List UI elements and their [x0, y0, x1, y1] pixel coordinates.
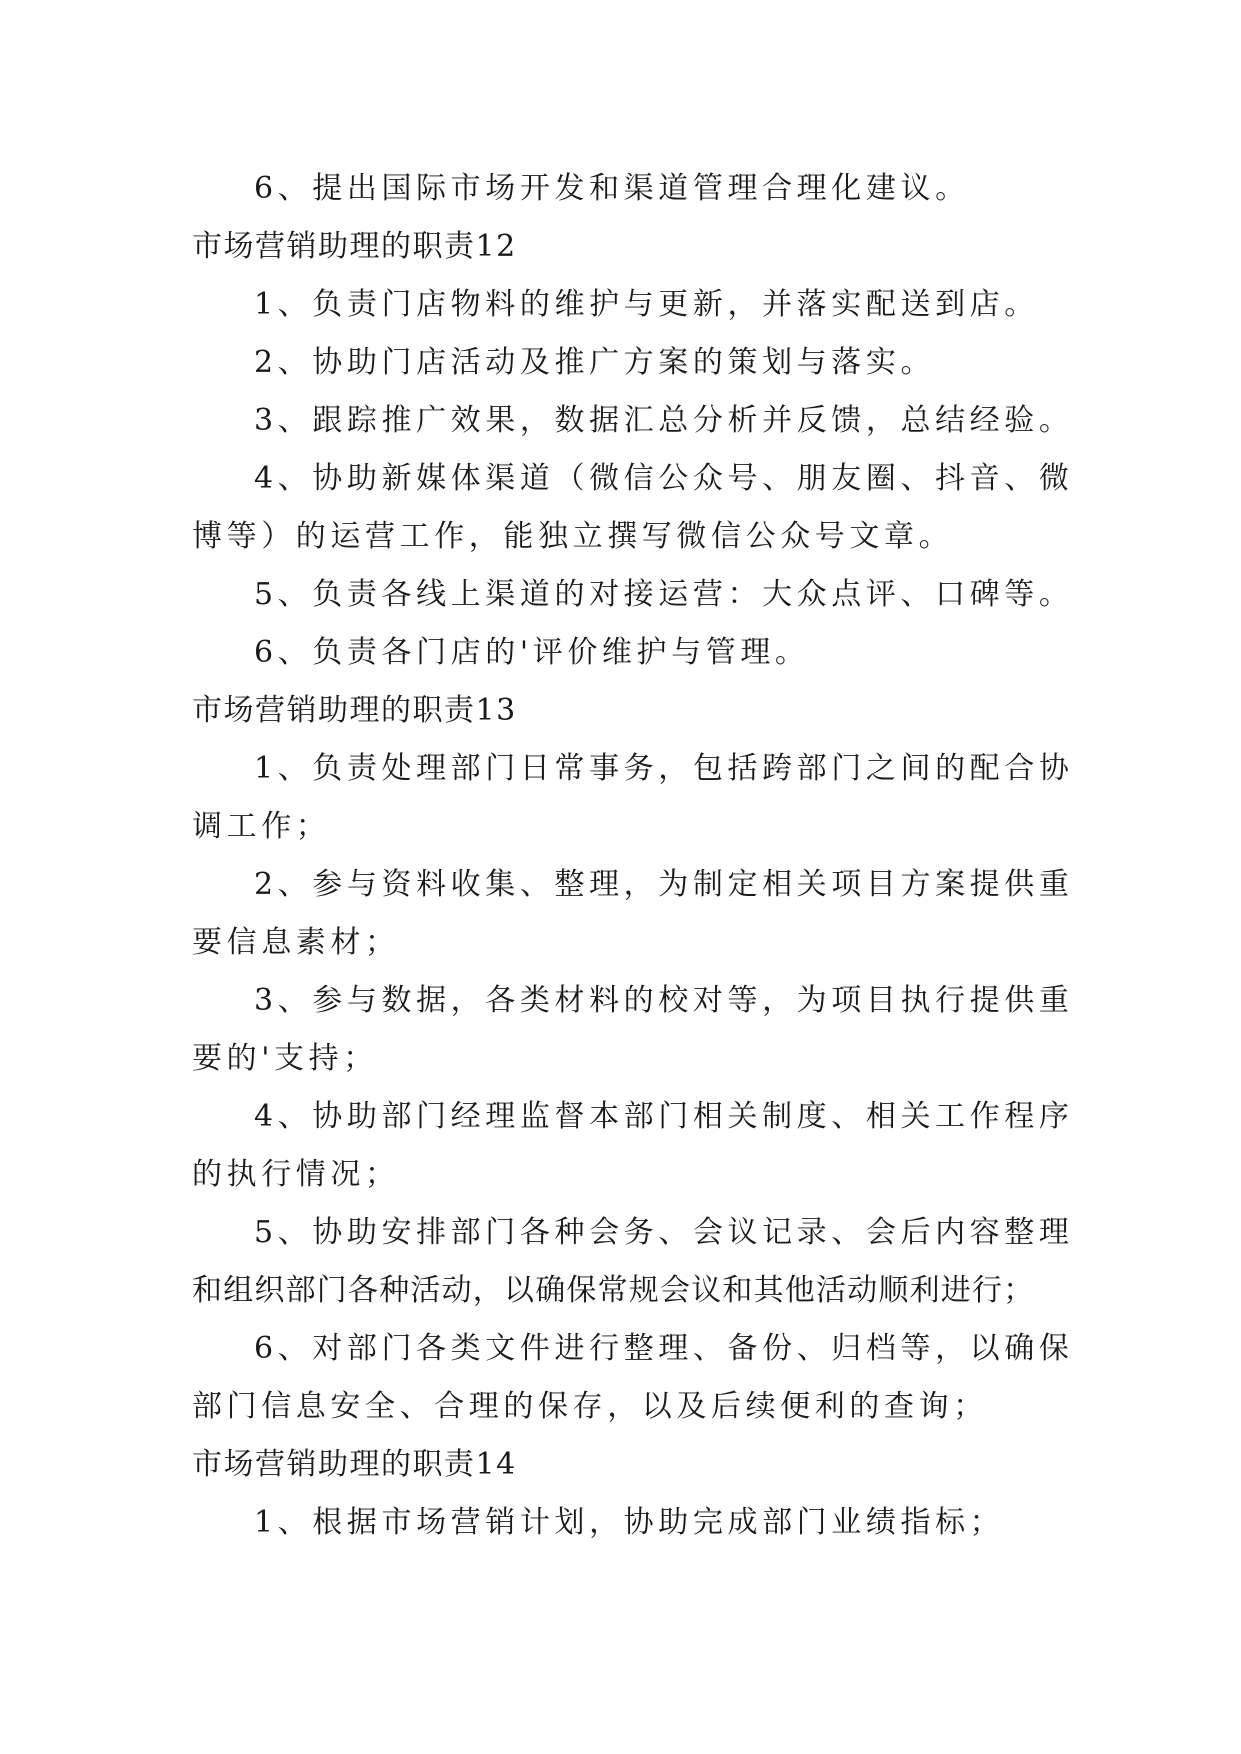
list-item: 3、跟踪推广效果，数据汇总分析并反馈，总结经验。: [254, 403, 1074, 438]
section-heading: 市场营销助理的职责12: [192, 229, 517, 264]
list-item: 2、协助门店活动及推广方案的策划与落实。: [254, 345, 936, 380]
list-item-continuation: 博等）的运营工作，能独立撰写微信公众号文章。: [192, 519, 954, 554]
list-item: 6、提出国际市场开发和渠道管理合理化建议。: [254, 171, 970, 206]
list-item-continuation: 和组织部门各种活动，以确保常规会议和其他活动顺利进行；: [192, 1273, 1035, 1308]
list-item: 1、负责门店物料的维护与更新，并落实配送到店。: [254, 287, 1039, 322]
section-heading: 市场营销助理的职责14: [192, 1447, 517, 1482]
list-item-continuation: 部门信息安全、合理的保存，以及后续便利的查询；: [192, 1389, 988, 1424]
list-item: 5、负责各线上渠道的对接运营：大众点评、口碑等。: [254, 577, 1074, 612]
list-item: 2、参与资料收集、整理，为制定相关项目方案提供重: [254, 867, 1074, 902]
document-body: [192, 160, 1074, 1552]
list-item: 4、协助部门经理监督本部门相关制度、相关工作程序: [254, 1099, 1074, 1134]
list-item: 3、参与数据，各类材料的校对等，为项目执行提供重: [254, 983, 1074, 1018]
list-item: 6、对部门各类文件进行整理、备份、归档等，以确保: [254, 1331, 1074, 1366]
list-item-continuation: 要信息素材；: [192, 925, 400, 960]
section-heading: 市场营销助理的职责13: [192, 693, 517, 728]
list-item: 1、根据市场营销计划，协助完成部门业绩指标；: [254, 1505, 1005, 1540]
list-item-continuation: 要的'支持；: [192, 1041, 378, 1076]
list-item-continuation: 的执行情况；: [192, 1157, 400, 1192]
list-item: 1、负责处理部门日常事务，包括跨部门之间的配合协: [254, 751, 1074, 786]
list-item-continuation: 调工作；: [192, 809, 331, 844]
list-item: 4、协助新媒体渠道（微信公众号、朋友圈、抖音、微: [254, 461, 1074, 496]
list-item: 5、协助安排部门各种会务、会议记录、会后内容整理: [254, 1215, 1074, 1250]
list-item: 6、负责各门店的'评价维护与管理。: [254, 635, 810, 670]
